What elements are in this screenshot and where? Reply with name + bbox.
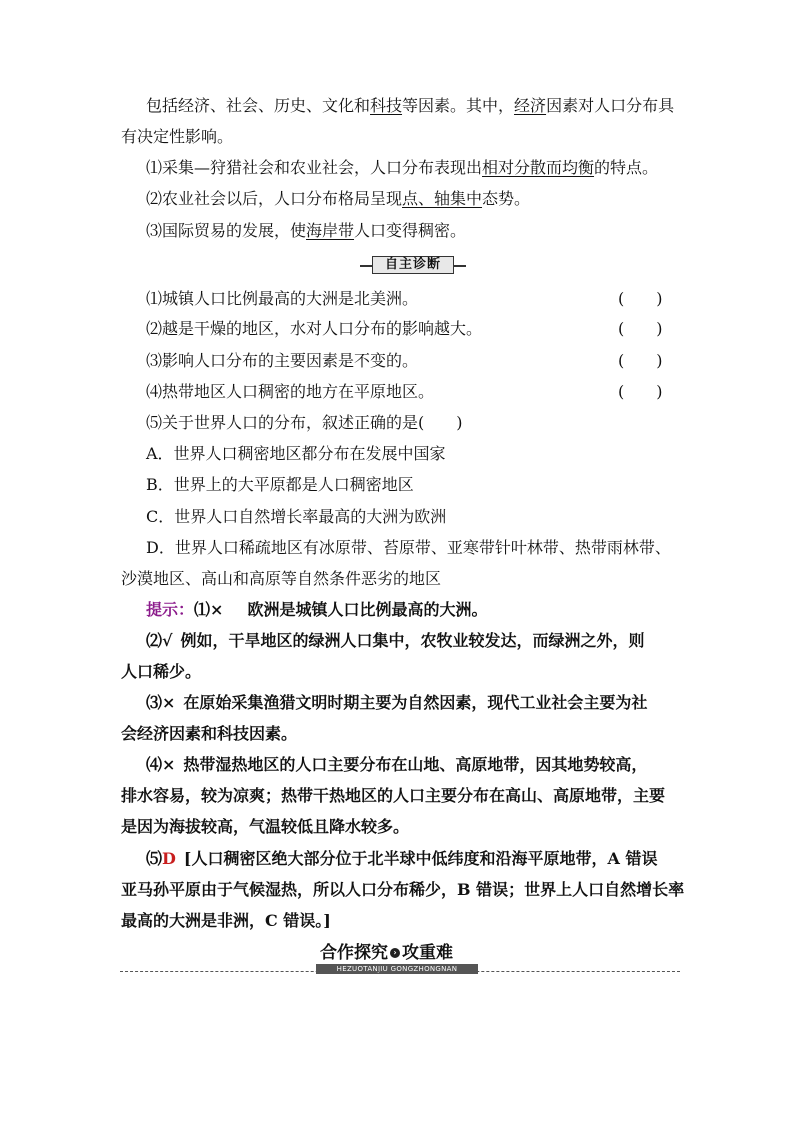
section-title <box>320 942 453 964</box>
answer-blank-1: ( ) <box>618 289 663 308</box>
question-4: ⑷热带地区人口稠密的地方在平原地区。 <box>146 382 435 401</box>
option-d-line-1: D．世界人口稀疏地区有冰原带、苔原带、亚寒带针叶林带、热带雨林带、 <box>146 538 671 557</box>
underlined-term-technology: 科技 <box>370 96 403 115</box>
intro-text: 人口变得稠密。 <box>354 221 467 240</box>
hint-label: 提示： <box>146 600 195 619</box>
option-b: B．世界上的大平原都是人口稠密地区 <box>146 475 414 494</box>
hint-3-line-1 <box>146 692 647 714</box>
question-5: ⑸关于世界人口的分布，叙述正确的是( ) <box>146 413 463 432</box>
intro-text: ⑵农业社会以后，人口分布格局呈现 <box>146 189 403 208</box>
underlined-term: 相对分散而均衡 <box>482 158 595 177</box>
option-a: A．世界人口稠密地区都分布在发展中国家 <box>146 444 446 463</box>
intro-item-1 <box>146 157 658 179</box>
answer-mark-5: ⑸ <box>146 849 163 868</box>
hint-2-line-1 <box>146 630 645 652</box>
section-title-right: 攻重难 <box>402 943 453 963</box>
section-divider <box>120 971 680 972</box>
intro-item-2 <box>146 188 530 210</box>
intro-paragraph-line-1 <box>146 95 674 117</box>
answer-blank-2: ( ) <box>618 319 663 338</box>
hint-5-line-2: 亚马孙平原由于气候湿热，所以人口分布稀少，B 错误；世界上人口自然增长率 <box>121 880 685 899</box>
intro-text: 包括经济、社会、历史、文化和 <box>146 96 371 115</box>
intro-text: 态势。 <box>482 189 531 208</box>
intro-item-3 <box>146 220 466 242</box>
hint-1 <box>146 599 487 621</box>
self-check-heading-label: 自主诊断 <box>372 256 454 274</box>
intro-text: 的特点。 <box>594 158 659 177</box>
hint-text-1: 欧洲是城镇人口比例最高的大洲。 <box>247 600 488 619</box>
hint-4-line-2: 排水容易，较为凉爽；热带干热地区的人口主要分布在高山、高原地带，主要 <box>121 786 666 805</box>
hint-3-line-2: 会经济因素和科技因素。 <box>121 724 298 743</box>
hint-5-line-1 <box>146 848 657 870</box>
answer-mark-2: ⑵√ <box>146 631 173 650</box>
hint-text-4: 热带湿热地区的人口主要分布在山地、高原地带，因其地势较高， <box>183 755 648 774</box>
answer-mark-1: ⑴× <box>194 600 224 619</box>
section-banner <box>120 942 680 978</box>
question-1: ⑴城镇人口比例最高的大洲是北美洲。 <box>146 289 419 308</box>
answer-mark-3: ⑶× <box>146 693 176 712</box>
hint-text-5: [人口稠密区绝大部分位于北半球中低纬度和沿海平原地带，A 错误 <box>183 849 658 868</box>
answer-mark-4: ⑷× <box>146 755 176 774</box>
option-d-line-2: 沙漠地区、高山和高原等自然条件恶劣的地区 <box>121 569 442 588</box>
section-title-left: 合作探究 <box>320 943 388 963</box>
hint-4-line-3: 是因为海拔较高，气温较低且降水较多。 <box>121 817 410 836</box>
intro-text: 因素对人口分布具 <box>546 96 675 115</box>
question-3: ⑶影响人口分布的主要因素是不变的。 <box>146 351 419 370</box>
arrow-icon: › <box>390 948 400 958</box>
hint-text-3: 在原始采集渔猎文明时期主要为自然因素，现代工业社会主要为社 <box>183 693 648 712</box>
hint-2-line-2: 人口稀少。 <box>121 662 202 681</box>
underlined-term: 海岸带 <box>306 221 355 240</box>
answer-letter: D <box>162 849 176 868</box>
answer-blank-4: ( ) <box>618 382 663 401</box>
underlined-term-economy: 经济 <box>514 96 547 115</box>
heading-rule-right <box>454 265 466 267</box>
section-subtitle: HEZUOTANJIU GONGZHONGNAN <box>316 964 478 974</box>
intro-text: ⑶国际贸易的发展，使 <box>146 221 307 240</box>
option-c: C．世界人口自然增长率最高的大洲为欧洲 <box>146 507 447 526</box>
question-2: ⑵越是干燥的地区，水对人口分布的影响越大。 <box>146 319 483 338</box>
underlined-term: 点、轴集中 <box>402 189 483 208</box>
heading-rule-left <box>360 265 372 267</box>
hint-text-2: 例如，干旱地区的绿洲人口集中，农牧业较发达，而绿洲之外，则 <box>180 631 645 650</box>
hint-5-line-3: 最高的大洲是非洲，C 错误。] <box>121 911 331 930</box>
self-check-heading <box>360 256 466 274</box>
hint-4-line-1 <box>146 754 647 776</box>
answer-blank-3: ( ) <box>618 351 663 370</box>
intro-text: 等因素。其中， <box>402 96 515 115</box>
intro-text: ⑴采集—狩猎社会和农业社会，人口分布表现出 <box>146 158 483 177</box>
intro-paragraph-line-2: 有决定性影响。 <box>121 127 234 146</box>
